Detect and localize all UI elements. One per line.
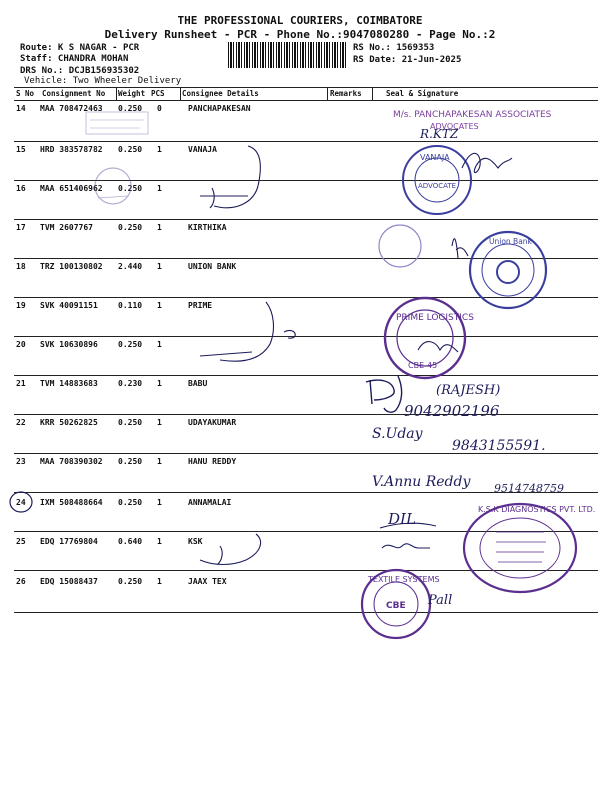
row-rule xyxy=(14,612,598,613)
row-rule xyxy=(14,219,598,220)
row-sno: 18 xyxy=(16,262,26,271)
handwritten-signature: S.Uday xyxy=(372,426,423,442)
col-sno: S No xyxy=(16,89,35,98)
row-pcs: 1 xyxy=(157,262,162,271)
stamp-text: VANAJA xyxy=(420,153,450,162)
handwritten-signature: R.KTZ xyxy=(420,127,459,141)
row-pcs: 1 xyxy=(157,340,162,349)
row-rule xyxy=(14,336,598,337)
row-consignment: MAA 651406962 xyxy=(40,184,103,193)
row-pcs: 1 xyxy=(157,577,162,586)
stamp-ksk-diagnostics xyxy=(464,504,595,592)
row-consignment: TVM 14883683 xyxy=(40,379,98,388)
row-consignment: IXM 508488664 xyxy=(40,498,103,507)
row-rule xyxy=(14,297,598,298)
handwritten-phone: 9514748759 xyxy=(494,482,564,495)
row-pcs: 1 xyxy=(157,223,162,232)
row-sno: 15 xyxy=(16,145,26,154)
row-weight: 0.250 xyxy=(118,104,143,113)
table-header-rule xyxy=(14,100,598,101)
row-rule xyxy=(14,258,598,259)
stamp-text: TEXTILE SYSTEMS xyxy=(368,575,440,584)
row-consignee: UNION BANK xyxy=(188,262,237,271)
row-rule xyxy=(14,141,598,142)
barcode-image xyxy=(228,42,346,68)
row-consignment: EDQ 15088437 xyxy=(40,577,98,586)
stamp-union-bank xyxy=(379,225,546,308)
table-top-rule xyxy=(14,87,598,88)
row-pcs: 1 xyxy=(157,537,162,546)
row-sno: 26 xyxy=(16,577,26,586)
row-rule xyxy=(14,180,598,181)
office-stamp-smudge xyxy=(86,112,148,134)
handwritten-signature: V.Annu Reddy xyxy=(372,474,471,490)
row-sno: 19 xyxy=(16,301,26,310)
col-pcs: PCS xyxy=(151,89,165,98)
row-consignee: KSK xyxy=(188,537,203,546)
row-weight: 0.640 xyxy=(118,537,143,546)
row-rule xyxy=(14,492,598,493)
row-rule xyxy=(14,414,598,415)
handwritten-signature: Pall xyxy=(428,593,453,608)
rs-date: RS Date: 21-Jun-2025 xyxy=(353,55,462,65)
stamp-text: K.S.K DIAGNOSTICS PVT. LTD. xyxy=(478,505,596,514)
row-pcs: 1 xyxy=(157,145,162,154)
runsheet-title: THE PROFESSIONAL COURIERS, COIMBATORE xyxy=(177,14,423,27)
handwritten-name: (RAJESH) xyxy=(436,383,501,398)
row-sno: 17 xyxy=(16,223,26,232)
row-consignee: BABU xyxy=(188,379,208,388)
row-consignment: TRZ 100130802 xyxy=(40,262,103,271)
row-consignee: KIRTHIKA xyxy=(188,223,227,232)
row-consignment: EDQ 17769804 xyxy=(40,537,98,546)
row-weight: 0.250 xyxy=(118,498,143,507)
row-consignee: JAAX TEX xyxy=(188,577,227,586)
row-weight: 0.250 xyxy=(118,145,143,154)
col-seal-signature: Seal & Signature xyxy=(386,89,459,98)
row-rule xyxy=(14,570,598,571)
handwritten-phone: 9042902196 xyxy=(404,402,500,420)
row-sno: 22 xyxy=(16,418,26,427)
row-weight: 0.250 xyxy=(118,184,143,193)
rs-number: RS No.: 1569353 xyxy=(353,43,435,53)
row-pcs: 1 xyxy=(157,379,162,388)
runsheet-subtitle: Delivery Runsheet - PCR - Phone No.:9047080280 - Page No.:2 xyxy=(104,28,496,41)
handwritten-signature xyxy=(200,146,260,208)
col-consignee: Consignee Details xyxy=(182,89,259,98)
row-sno: 14 xyxy=(16,104,26,113)
row-weight: 0.250 xyxy=(118,340,143,349)
stamp-text: CBE-45 xyxy=(408,361,438,370)
row-sno: 16 xyxy=(16,184,26,193)
row-weight: 0.250 xyxy=(118,457,143,466)
stamp-text: M/s. PANCHAPAKESAN ASSOCIATES xyxy=(393,110,552,120)
stamp-panchapakesan xyxy=(393,110,552,131)
row-consignment: SVK 40091151 xyxy=(40,301,98,310)
row-consignment: MAA 708472463 xyxy=(40,104,103,113)
col-remarks: Remarks xyxy=(330,89,362,98)
stamp-textile-systems xyxy=(362,570,440,638)
row-consignee: HANU REDDY xyxy=(188,457,237,466)
row-consignee: PANCHAPAKESAN xyxy=(188,104,251,113)
handwritten-signature xyxy=(462,153,512,172)
row-pcs: 1 xyxy=(157,184,162,193)
handwritten-signature xyxy=(418,342,458,352)
row-consignment: HRD 383578782 xyxy=(40,145,103,154)
handwritten-signature xyxy=(366,376,402,412)
row-sno: 21 xyxy=(16,379,26,388)
handwritten-signature: DIL xyxy=(388,510,416,528)
row-consignment: SVK 10630896 xyxy=(40,340,98,349)
row-pcs: 1 xyxy=(157,301,162,310)
stamp-text: ADVOCATE xyxy=(418,182,457,190)
row-pcs: 1 xyxy=(157,418,162,427)
row-rule xyxy=(14,531,598,532)
row-weight: 2.440 xyxy=(118,262,143,271)
handwritten-mark xyxy=(380,523,436,528)
drs-number: DRS No.: DCJB156935302 xyxy=(20,66,140,76)
row-sno: 24 xyxy=(16,498,26,507)
stamp-prime-logistics xyxy=(385,298,474,378)
row-consignment: MAA 708390302 xyxy=(40,457,103,466)
row-weight: 0.250 xyxy=(118,577,143,586)
row-pcs: 1 xyxy=(157,498,162,507)
row-sno: 25 xyxy=(16,537,26,546)
handwritten-signature xyxy=(452,239,468,258)
row-pcs: 1 xyxy=(157,457,162,466)
row-weight: 0.250 xyxy=(118,418,143,427)
stamp-text: PRIME LOGISTICS xyxy=(396,313,474,323)
vehicle-label: Vehicle: Two Wheeler Delivery xyxy=(24,76,182,86)
row-consignee: PRIME xyxy=(188,301,213,310)
row-consignee: UDAYAKUMAR xyxy=(188,418,237,427)
row-weight: 0.250 xyxy=(118,223,143,232)
row-rule xyxy=(14,375,598,376)
row-rule xyxy=(14,453,598,454)
row-sno: 20 xyxy=(16,340,26,349)
handwritten-signature xyxy=(200,302,295,361)
stamp-text: CBE xyxy=(386,601,406,611)
stamp-text: Union Bank xyxy=(489,237,532,246)
staff-label: Staff: CHANDRA MOHAN xyxy=(20,54,129,64)
handwritten-signature xyxy=(200,534,261,565)
stamp-text: ADVOCATES xyxy=(430,122,479,131)
handwritten-phone: 9843155591. xyxy=(452,438,546,454)
row-consignee: VANAJA xyxy=(188,145,217,154)
row-consignment: KRR 50262825 xyxy=(40,418,98,427)
col-consignment: Consignment No xyxy=(42,89,106,98)
handwritten-signature xyxy=(382,544,430,548)
row-consignee: ANNAMALAI xyxy=(188,498,232,507)
row-weight: 0.110 xyxy=(118,301,143,310)
col-weight: Weight xyxy=(118,89,146,98)
route-label: Route: K S NAGAR - PCR xyxy=(20,43,140,53)
row-weight: 0.230 xyxy=(118,379,143,388)
row-consignment: TVM 2607767 xyxy=(40,223,93,232)
row-sno: 23 xyxy=(16,457,26,466)
row-pcs: 0 xyxy=(157,104,162,113)
